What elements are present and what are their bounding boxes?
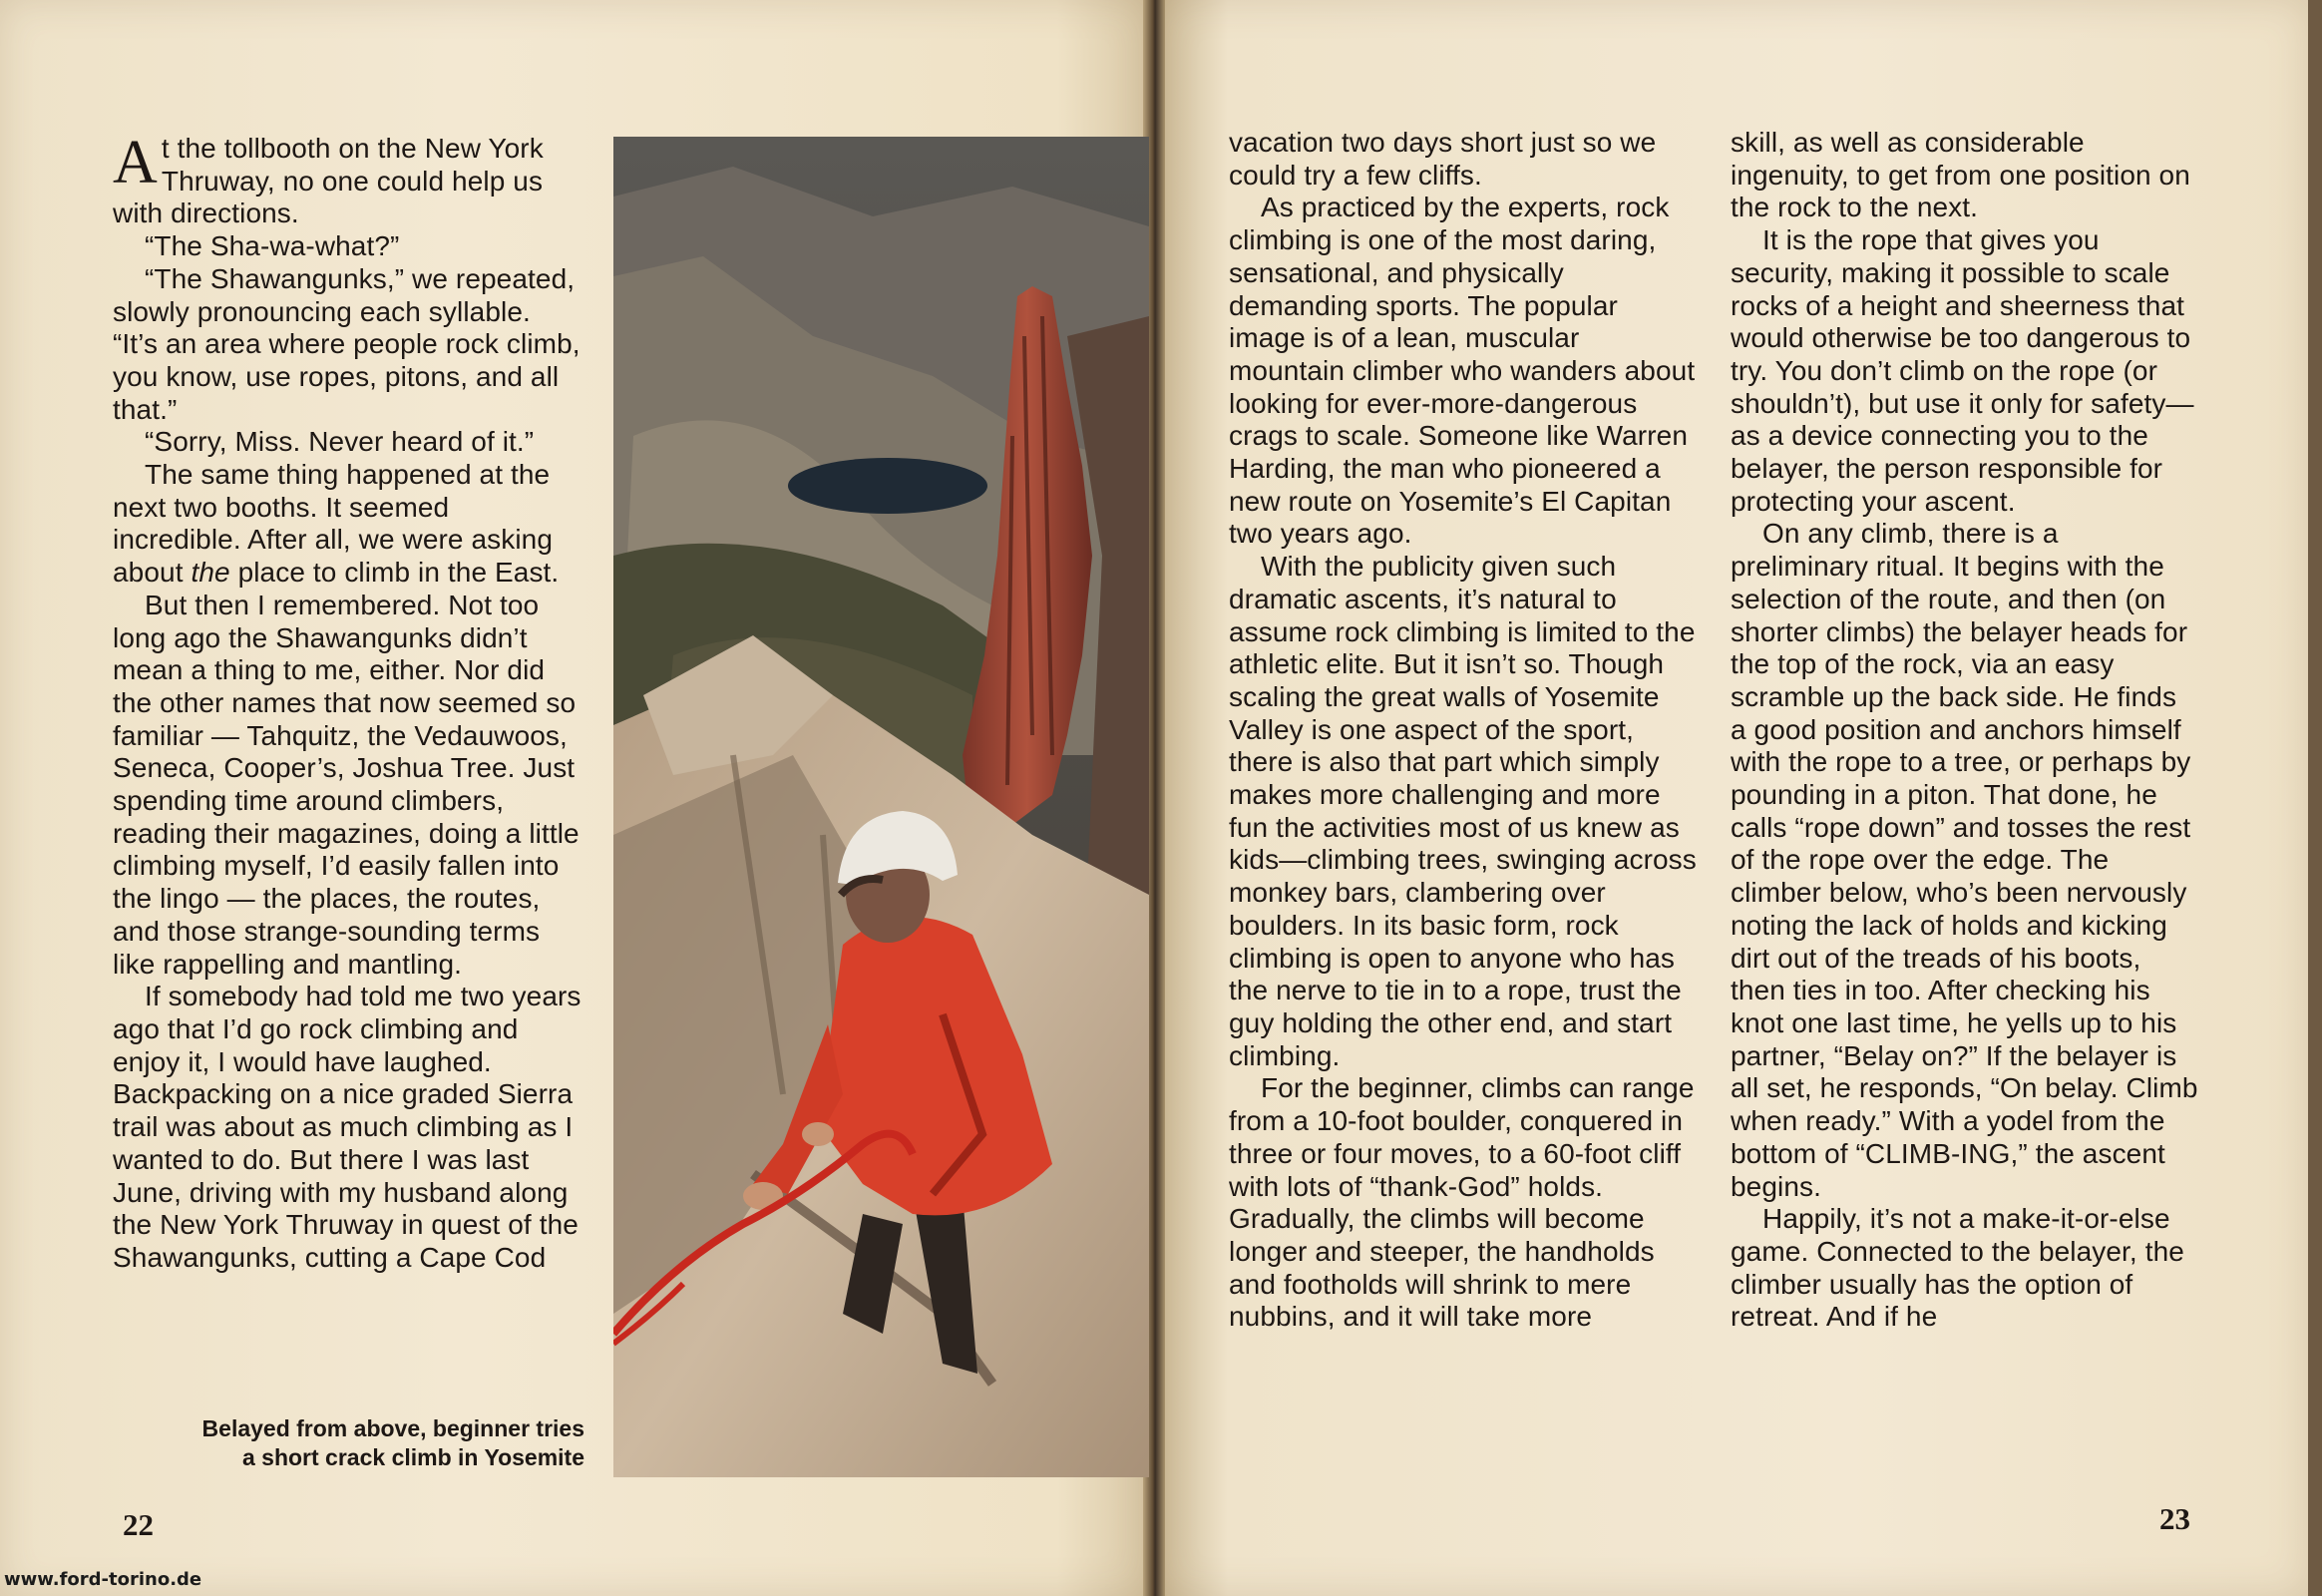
- page-edge: [2308, 0, 2322, 1596]
- paragraph-text: The same thing happened at the next two booths. It seemed incredible. After all, we were asking about: [113, 459, 554, 589]
- article-column-1: [113, 129, 581, 1275]
- article-column-3: [1731, 127, 2199, 1334]
- paragraph: For the beginner, climbs can range from a 10-foot boulder, conquered in three or four moves, to a 60-foot cliff with lots of “thank-God” holds. Gradually, the climbs will become longer and steeper, the handholds and footholds will shrink to mere nubbins, and it will take more: [1229, 1072, 1695, 1333]
- paragraph: skill, as well as considerable ingenuity, to get from one position on the rock to the next.: [1731, 127, 2190, 223]
- drop-cap: A: [113, 129, 158, 197]
- paragraph: If somebody had told me two years ago that I’d go rock climbing and enjoy it, I would have laughed. Backpacking on a nice graded Sierra trail was about as much climbing as I wanted to do. But there I was last June, driving with my husband along the New York Thruway in quest of the Shawangunks, cutting a Cape Cod: [113, 981, 581, 1273]
- paragraph: “The Sha-wa-what?”: [145, 230, 400, 262]
- caption-line: Belayed from above, beginner tries: [201, 1415, 584, 1441]
- watermark-text: www.ford-torino.de: [4, 1569, 202, 1590]
- paragraph-text: t the tollbooth on the New York Thruway, no one could help us with directions.: [113, 133, 544, 229]
- paragraph: “Sorry, Miss. Never heard of it.”: [145, 426, 535, 458]
- paragraph: “The Shawangunks,” we repeated, slowly pronouncing each syllable. “It’s an area where people rock climb, you know, use ropes, pitons, and all that.”: [113, 262, 580, 425]
- caption-line: a short crack climb in Yosemite: [241, 1444, 584, 1470]
- photo-caption: [130, 1414, 584, 1472]
- paragraph: On any climb, there is a preliminary ritual. It begins with the selection of the route, and then (on shorter climbs) the belayer heads for the top of the rock, via an easy scramble up the back side. He finds a good position and anchors himself with the rope to a tree, or perhaps by pounding in a piton. That done, he calls “rope down” and tosses the rest of the rope over the edge. The climber below, who’s been nervously noting the lack of holds and kicking dirt out of the treads of his boots, then ties in too. After checking his knot one last time, he yells up to his partner, “Belay on?” If the belayer is all set, he responds, “On belay. Climb when ready.” With a yodel from the bottom of “CLIMB-ING,” the ascent begins.: [1731, 518, 2198, 1202]
- emphasis-text: the: [191, 557, 230, 589]
- paragraph: It is the rope that gives you security, making it possible to scale rocks of a height and sheerness that would otherwise be too dangerous to try. You don’t climb on the rope (or shouldn’t), but use it only for safety—as a device connecting you to the belayer, the person responsible for protecting your ascent.: [1731, 224, 2194, 517]
- paragraph: [113, 129, 581, 230]
- paragraph: But then I remembered. Not too long ago the Shawangunks didn’t mean a thing to me, either. Nor did the other names that now seemed so familiar — Tahquitz, the Vedauwoos, Seneca, Cooper’s, Joshua Tree. Just spending time around climbers, reading their magazines, doing a little climbing myself, I’d easily fallen into the lingo — the places, the routes, and those strange-sounding terms like rappelling and mantling.: [113, 589, 580, 980]
- paragraph: [113, 459, 581, 590]
- page-number-left: 22: [123, 1507, 154, 1542]
- article-column-2: [1229, 127, 1698, 1334]
- paragraph-text: place to climb in the East.: [229, 557, 560, 589]
- paragraph: Happily, it’s not a make-it-or-else game. Connected to the belayer, the climber usually has the option of retreat. And if he: [1731, 1203, 2184, 1333]
- climber-photo: [613, 137, 1149, 1477]
- paragraph: As practiced by the experts, rock climbing is one of the most daring, sensational, and physically demanding sports. The popular image is of a lean, muscular mountain climber who wanders about looking for ever-more-dangerous crags to scale. Someone like Warren Harding, the man who pioneered a new route on Yosemite’s El Capitan two years ago.: [1229, 192, 1696, 550]
- page-number-right: 23: [2159, 1501, 2190, 1536]
- paragraph: With the publicity given such dramatic ascents, it’s natural to assume rock climbing is limited to the athletic elite. But it isn’t so. Though scaling the great walls of Yosemite Valley is one aspect of the sport, there is also that part which simply makes more challenging and more fun the activities most of us knew as kids—climbing trees, swinging across monkey bars, clambering over boulders. In its basic form, rock climbing is open to anyone who has the nerve to tie in to a rope, trust the guy holding the other end, and start climbing.: [1229, 551, 1697, 1071]
- paragraph: vacation two days short just so we could try a few cliffs.: [1229, 127, 1657, 191]
